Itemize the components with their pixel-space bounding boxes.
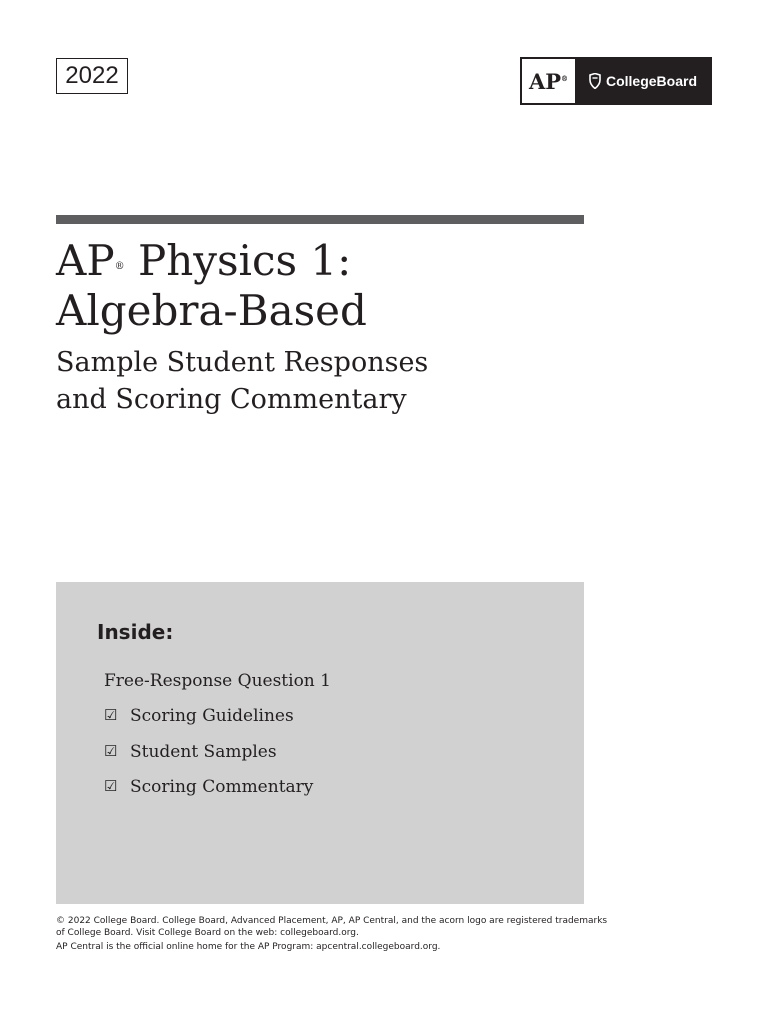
title-line1-rest: Physics 1: [124, 236, 352, 285]
ap-logo [522, 59, 575, 103]
checklist-item [104, 706, 313, 742]
inside-question-label: Free-Response Question 1 [104, 671, 331, 691]
document-subtitle [56, 344, 656, 418]
checkbox-checked-icon: ☑ [104, 741, 118, 760]
ap-collegeboard-logo [520, 57, 712, 105]
subtitle-line2: and Scoring Commentary [56, 384, 407, 415]
ap-logo-text: AP [528, 68, 562, 94]
checklist-item-label: Scoring Commentary [130, 777, 314, 797]
title-registered-mark: ® [114, 261, 125, 272]
checkbox-checked-icon: ☑ [104, 706, 118, 724]
checklist-item-label: Scoring Guidelines [130, 706, 294, 726]
subtitle-line1: Sample Student Responses [56, 347, 429, 378]
title-rule [56, 215, 584, 224]
acorn-icon [588, 73, 602, 89]
checklist-item [104, 777, 313, 813]
copyright-text: © 2022 College Board. College Board, Advanced Placement, AP, AP Central, and the acorn logo are registered trademarks of College Board. Visit College Board on the web: collegeboard.org. [56, 916, 608, 938]
checklist-item [104, 742, 313, 778]
copyright-footer [56, 915, 616, 953]
inside-panel [56, 582, 584, 904]
document-title [56, 236, 656, 336]
inside-heading: Inside: [97, 620, 174, 644]
title-line2: Algebra-Based [56, 286, 367, 335]
inside-checklist [104, 706, 313, 813]
year-badge: 2022 [56, 58, 128, 94]
title-ap: AP [56, 236, 115, 285]
collegeboard-logo-text: CollegeBoard [605, 73, 697, 89]
ap-logo-mark: ® [561, 73, 569, 83]
collegeboard-logo [575, 59, 710, 103]
checkbox-checked-icon: ☑ [104, 777, 118, 795]
checklist-item-label: Student Samples [130, 741, 277, 762]
ap-central-text: AP Central is the official online home for the AP Program: apcentral.collegeboard.org. [56, 942, 441, 952]
